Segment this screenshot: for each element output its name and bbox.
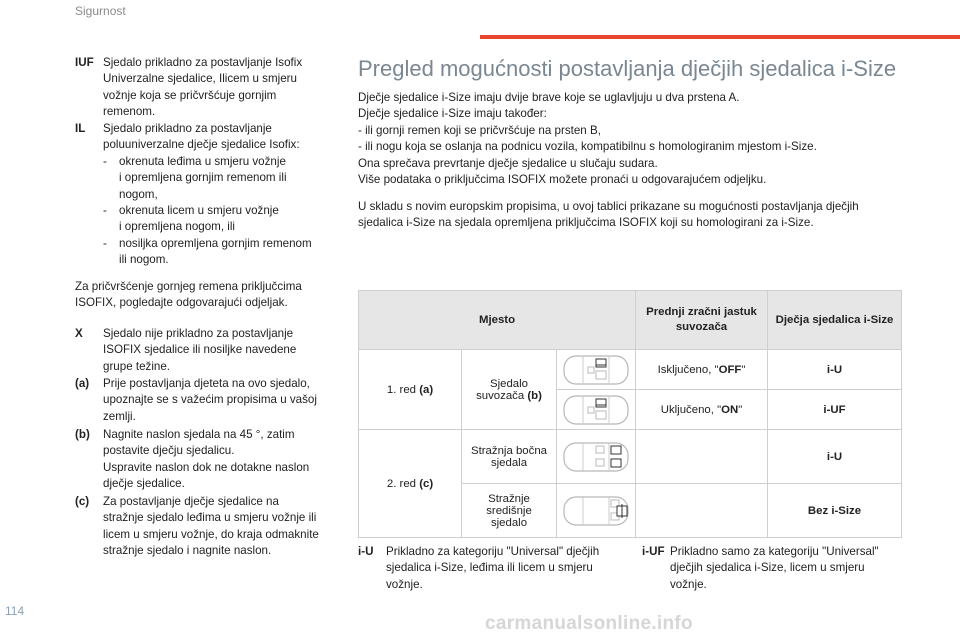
def-c: (c) Za postavljanje dječje sjedalice na stražnje sjedalo leđima u smjeru vožnje ili licem u smjeru vožnje, do kraja odmaknite stražnje sjedalo i nagnite naslon. xyxy=(75,495,319,558)
def-key: X xyxy=(75,327,83,340)
def-a: (a) Prije postavljanja djeteta na ovo sjedalo, upoznajte se s važećim propisima u vašoj zemlji. xyxy=(75,377,317,423)
def-line: remenom. xyxy=(103,105,156,119)
footnote-iuf: i-UF Prikladno samo za kategoriju "Universal" dječjih sjedalica i-Size, licem u smjeru vožnje. xyxy=(642,545,879,591)
page-number: 114 xyxy=(5,604,25,618)
row2-label: 2. red (c) xyxy=(359,430,462,538)
airbag-on: Uključeno, "ON" xyxy=(636,390,768,430)
car-seat-icon xyxy=(557,350,636,390)
def-key: (a) xyxy=(75,377,90,390)
front-passenger-seat-label: Sjedalo suvozača (b) xyxy=(462,350,557,430)
para-line: Za pričvršćenje gornjeg remena priključcima xyxy=(75,280,302,293)
isofix-paragraph xyxy=(75,279,345,312)
def-il xyxy=(75,121,340,269)
intro-paragraph: Dječje sjedalice i-Size imaju dvije brave koje se uglavljuju u dva prstena A. Dječje sjedalice i-Size imaju također: - ili gornji remen koji se pričvršćuje na prsten B, - ili nogu koja se oslanja na podnicu vozila, kompatibilnu s homologiranim mjestom i-Size. Ona sprečava prevrtanje dječje sjedalice u slučaju sudara. Više podataka o priključcima ISOFIX možete pronaći u odgovarajućem odjeljku. xyxy=(358,91,817,187)
value-side: i-U xyxy=(768,430,902,484)
header-airbag: Prednji zračni jastuk suvozača xyxy=(636,291,768,350)
watermark: carmanualsonline.info xyxy=(485,613,693,634)
header-accent-bar xyxy=(480,35,960,39)
footnote-key: i-UF xyxy=(642,545,665,558)
footnote-iu: i-U Prikladno za kategoriju "Universal" dječjih sjedalica i-Size, leđima ili licem u smjeru vožnje. xyxy=(358,545,600,591)
car-seat-icon xyxy=(557,390,636,430)
rear-center-seat-label: Stražnje središnje sjedalo xyxy=(462,484,557,538)
def-line: Sjedalo prikladno za postavljanje xyxy=(103,122,272,135)
def-line: Univerzalne sjedalice, Ilicem u smjeru xyxy=(103,72,297,86)
def-key: IL xyxy=(75,122,86,135)
def-key: (b) xyxy=(75,428,90,441)
isize-table xyxy=(358,290,902,538)
header-place: Mjesto xyxy=(359,291,636,350)
def-x: X Sjedalo nije prikladno za postavljanje ISOFIX sjedalice ili nosiljke navedene grupe težine. xyxy=(75,327,297,373)
section-title: Sigurnost xyxy=(75,4,126,18)
def-iuf xyxy=(75,55,340,121)
def-key: (c) xyxy=(75,495,90,508)
value-center: Bez i-Size xyxy=(768,484,902,538)
footnote-key: i-U xyxy=(358,545,374,558)
empty-cell xyxy=(636,430,768,484)
def-line: vožnje koja se pričvršćuje gornjim xyxy=(103,88,277,102)
page-title: Pregled mogućnosti postavljanja dječjih sjedalica i-Size xyxy=(358,56,897,81)
rear-side-seats-label: Stražnja bočna sjedala xyxy=(462,430,557,484)
il-item: - okrenuta leđima u smjeru vožnje i opremljena gornjim remenom ili nogom, xyxy=(103,154,340,203)
def-b: (b) Nagnite naslon sjedala na 45 °, zatim postavite dječju sjedalicu. Uspravite naslon dok ne dotakne naslon dječje sjedalice. xyxy=(75,428,310,491)
def-line: poluuniverzalne dječje sjedalice Isofix: xyxy=(103,138,300,152)
def-line: Sjedalo prikladno za postavljanje Isofix xyxy=(103,56,303,69)
il-item: - okrenuta licem u smjeru vožnje i opremljena nogom, ili xyxy=(103,203,340,236)
header-isize: Dječja sjedalica i-Size xyxy=(768,291,902,350)
airbag-off: Isključeno, "OFF" xyxy=(636,350,768,390)
row1-label: 1. red (a) xyxy=(359,350,462,430)
il-item: - nosiljka opremljena gornjim remenom ili nogom. xyxy=(103,236,340,269)
car-seat-icon xyxy=(557,484,636,538)
empty-cell xyxy=(636,484,768,538)
def-key: IUF xyxy=(75,56,94,69)
value-on: i-UF xyxy=(768,390,902,430)
regulation-paragraph: U skladu s novim europskim propisima, u ovoj tablici prikazane su mogućnosti postavljanja dječjih sjedalica i-Size na sjedala opremljena priključcima ISOFIX koji su homologirani za i-Size. xyxy=(358,200,859,230)
para-line: ISOFIX, pogledajte odgovarajući odjeljak. xyxy=(75,296,288,310)
car-seat-icon xyxy=(557,430,636,484)
value-off: i-U xyxy=(768,350,902,390)
